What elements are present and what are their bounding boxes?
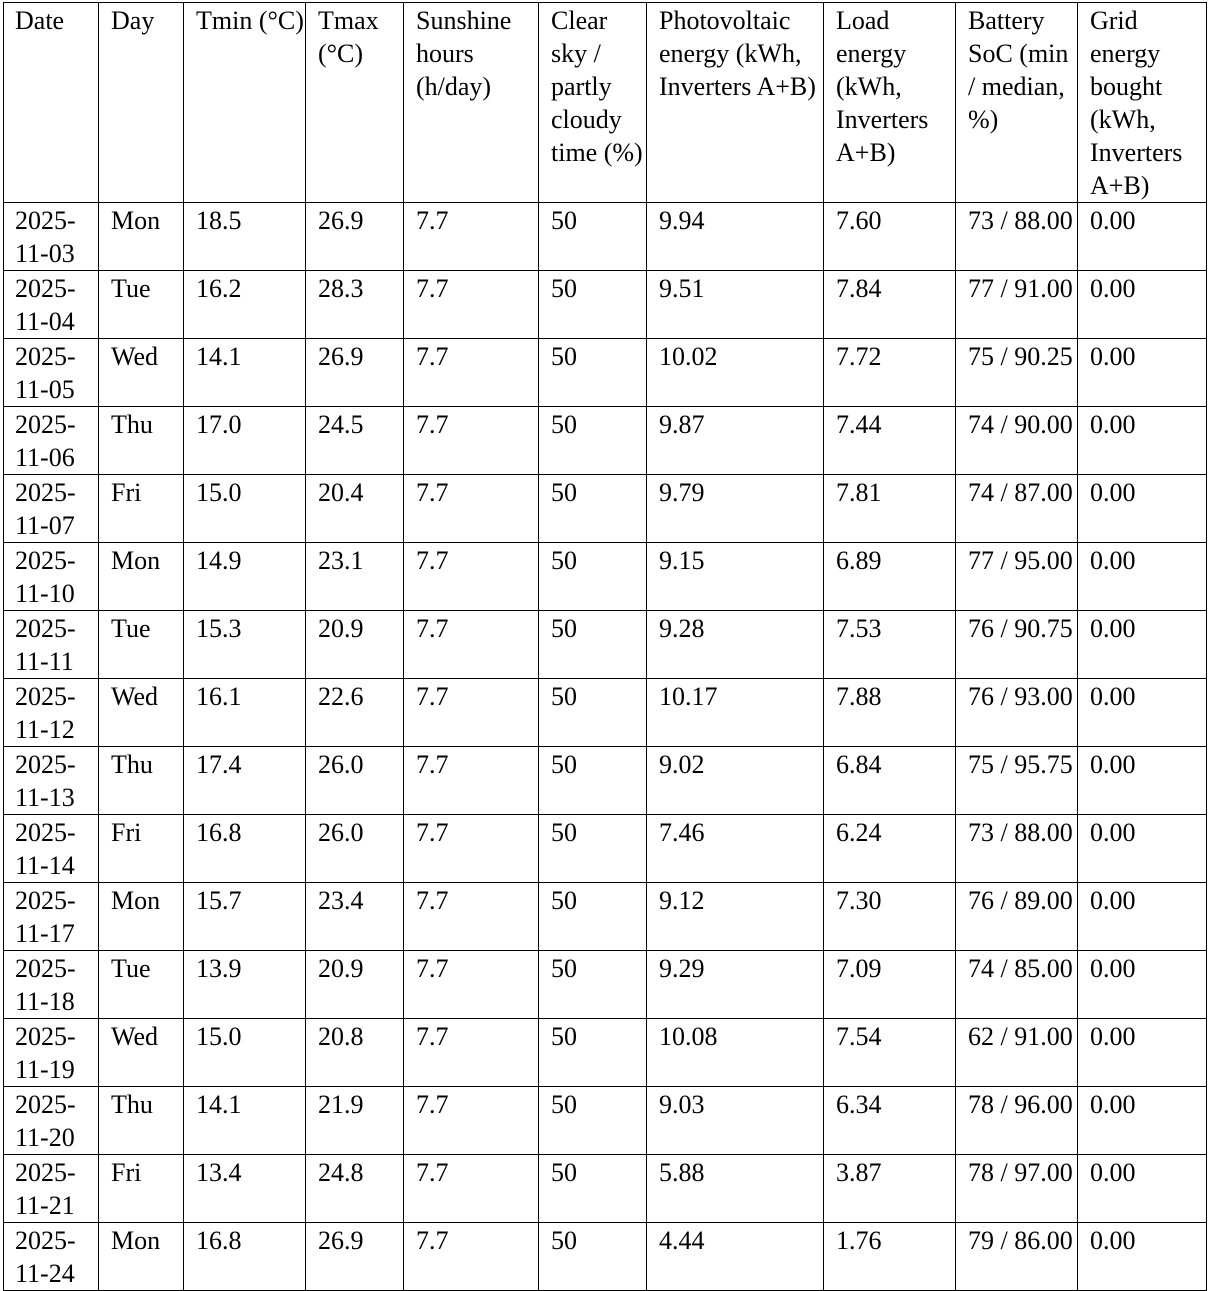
cell-grid-energy-bought: 0.00: [1078, 1223, 1207, 1291]
cell-load-energy: 6.89: [824, 543, 956, 611]
cell-date: 2025-11-17: [4, 883, 99, 951]
cell-tmax: 26.0: [306, 747, 404, 815]
table-row: [4, 951, 1207, 1019]
cell-battery-soc: 74 / 90.00: [956, 407, 1078, 475]
cell-clear-sky: 50: [539, 951, 647, 1019]
cell-tmin: 15.7: [184, 883, 306, 951]
cell-sunshine-hours: 7.7: [404, 679, 539, 747]
cell-tmin: 17.4: [184, 747, 306, 815]
cell-photovoltaic-energy: 9.79: [647, 475, 824, 543]
cell-clear-sky: 50: [539, 1019, 647, 1087]
cell-tmin: 15.0: [184, 1019, 306, 1087]
column-header-sunshine-hours: Sunshine hours (h/day): [404, 3, 539, 203]
cell-date: 2025-11-20: [4, 1087, 99, 1155]
cell-battery-soc: 76 / 89.00: [956, 883, 1078, 951]
table-row: [4, 747, 1207, 815]
cell-sunshine-hours: 7.7: [404, 1019, 539, 1087]
cell-load-energy: 1.76: [824, 1223, 956, 1291]
cell-photovoltaic-energy: 9.51: [647, 271, 824, 339]
cell-grid-energy-bought: 0.00: [1078, 271, 1207, 339]
cell-day: Wed: [99, 679, 184, 747]
cell-tmin: 14.1: [184, 1087, 306, 1155]
cell-day: Thu: [99, 747, 184, 815]
cell-battery-soc: 75 / 95.75: [956, 747, 1078, 815]
column-header-day: Day: [99, 3, 184, 203]
cell-tmax: 26.9: [306, 339, 404, 407]
cell-battery-soc: 76 / 93.00: [956, 679, 1078, 747]
cell-load-energy: 6.34: [824, 1087, 956, 1155]
cell-day: Mon: [99, 883, 184, 951]
cell-grid-energy-bought: 0.00: [1078, 815, 1207, 883]
cell-load-energy: 6.84: [824, 747, 956, 815]
cell-sunshine-hours: 7.7: [404, 815, 539, 883]
cell-date: 2025-11-03: [4, 203, 99, 271]
cell-tmax: 24.8: [306, 1155, 404, 1223]
cell-tmax: 23.1: [306, 543, 404, 611]
cell-load-energy: 7.54: [824, 1019, 956, 1087]
cell-tmin: 15.3: [184, 611, 306, 679]
cell-battery-soc: 73 / 88.00: [956, 815, 1078, 883]
cell-photovoltaic-energy: 5.88: [647, 1155, 824, 1223]
cell-tmax: 20.9: [306, 951, 404, 1019]
cell-battery-soc: 74 / 87.00: [956, 475, 1078, 543]
cell-tmax: 23.4: [306, 883, 404, 951]
cell-load-energy: 7.88: [824, 679, 956, 747]
cell-battery-soc: 77 / 95.00: [956, 543, 1078, 611]
cell-sunshine-hours: 7.7: [404, 407, 539, 475]
cell-load-energy: 7.44: [824, 407, 956, 475]
cell-date: 2025-11-21: [4, 1155, 99, 1223]
cell-day: Tue: [99, 611, 184, 679]
cell-photovoltaic-energy: 9.02: [647, 747, 824, 815]
cell-load-energy: 7.84: [824, 271, 956, 339]
cell-tmax: 20.4: [306, 475, 404, 543]
cell-sunshine-hours: 7.7: [404, 1223, 539, 1291]
header-row: [4, 3, 1207, 203]
cell-clear-sky: 50: [539, 815, 647, 883]
column-header-load-energy: Load energy (kWh, Inverters A+B): [824, 3, 956, 203]
column-header-clear-sky: Clear sky / partly cloudy time (%): [539, 3, 647, 203]
cell-photovoltaic-energy: 10.02: [647, 339, 824, 407]
table-row: [4, 407, 1207, 475]
cell-photovoltaic-energy: 9.03: [647, 1087, 824, 1155]
cell-tmax: 20.9: [306, 611, 404, 679]
cell-tmin: 16.8: [184, 815, 306, 883]
table-row: [4, 1019, 1207, 1087]
cell-sunshine-hours: 7.7: [404, 883, 539, 951]
cell-load-energy: 7.72: [824, 339, 956, 407]
cell-grid-energy-bought: 0.00: [1078, 203, 1207, 271]
cell-day: Fri: [99, 475, 184, 543]
cell-battery-soc: 74 / 85.00: [956, 951, 1078, 1019]
cell-clear-sky: 50: [539, 271, 647, 339]
cell-photovoltaic-energy: 10.08: [647, 1019, 824, 1087]
cell-clear-sky: 50: [539, 543, 647, 611]
cell-photovoltaic-energy: 4.44: [647, 1223, 824, 1291]
table-row: [4, 815, 1207, 883]
table-row: [4, 1223, 1207, 1291]
solar-energy-table: [3, 2, 1207, 1291]
cell-date: 2025-11-24: [4, 1223, 99, 1291]
cell-tmax: 26.0: [306, 815, 404, 883]
cell-clear-sky: 50: [539, 747, 647, 815]
cell-clear-sky: 50: [539, 611, 647, 679]
table-row: [4, 271, 1207, 339]
cell-sunshine-hours: 7.7: [404, 203, 539, 271]
cell-tmax: 26.9: [306, 1223, 404, 1291]
cell-clear-sky: 50: [539, 339, 647, 407]
cell-battery-soc: 78 / 97.00: [956, 1155, 1078, 1223]
cell-grid-energy-bought: 0.00: [1078, 407, 1207, 475]
cell-day: Tue: [99, 951, 184, 1019]
cell-tmin: 17.0: [184, 407, 306, 475]
cell-battery-soc: 76 / 90.75: [956, 611, 1078, 679]
cell-grid-energy-bought: 0.00: [1078, 543, 1207, 611]
cell-sunshine-hours: 7.7: [404, 951, 539, 1019]
cell-date: 2025-11-12: [4, 679, 99, 747]
cell-grid-energy-bought: 0.00: [1078, 1087, 1207, 1155]
table-body: [4, 203, 1207, 1291]
table-row: [4, 1155, 1207, 1223]
cell-grid-energy-bought: 0.00: [1078, 747, 1207, 815]
cell-date: 2025-11-04: [4, 271, 99, 339]
cell-load-energy: 7.81: [824, 475, 956, 543]
table-row: [4, 611, 1207, 679]
cell-battery-soc: 79 / 86.00: [956, 1223, 1078, 1291]
cell-tmax: 28.3: [306, 271, 404, 339]
cell-grid-energy-bought: 0.00: [1078, 883, 1207, 951]
table-row: [4, 679, 1207, 747]
column-header-date: Date: [4, 3, 99, 203]
cell-photovoltaic-energy: 7.46: [647, 815, 824, 883]
cell-load-energy: 7.60: [824, 203, 956, 271]
cell-photovoltaic-energy: 9.87: [647, 407, 824, 475]
cell-photovoltaic-energy: 9.94: [647, 203, 824, 271]
cell-tmin: 16.1: [184, 679, 306, 747]
cell-battery-soc: 75 / 90.25: [956, 339, 1078, 407]
cell-tmin: 13.4: [184, 1155, 306, 1223]
cell-sunshine-hours: 7.7: [404, 543, 539, 611]
cell-tmax: 21.9: [306, 1087, 404, 1155]
cell-day: Wed: [99, 1019, 184, 1087]
cell-grid-energy-bought: 0.00: [1078, 339, 1207, 407]
cell-sunshine-hours: 7.7: [404, 271, 539, 339]
column-header-grid-energy-bought: Grid energy bought (kWh, Inverters A+B): [1078, 3, 1207, 203]
cell-sunshine-hours: 7.7: [404, 1087, 539, 1155]
cell-clear-sky: 50: [539, 883, 647, 951]
cell-day: Fri: [99, 1155, 184, 1223]
cell-day: Wed: [99, 339, 184, 407]
cell-photovoltaic-energy: 10.17: [647, 679, 824, 747]
column-header-photovoltaic-energy: Photovoltaic energy (kWh, Inverters A+B): [647, 3, 824, 203]
cell-date: 2025-11-05: [4, 339, 99, 407]
cell-battery-soc: 77 / 91.00: [956, 271, 1078, 339]
cell-load-energy: 7.30: [824, 883, 956, 951]
cell-battery-soc: 73 / 88.00: [956, 203, 1078, 271]
cell-tmin: 14.1: [184, 339, 306, 407]
cell-tmax: 22.6: [306, 679, 404, 747]
cell-date: 2025-11-11: [4, 611, 99, 679]
cell-tmin: 16.2: [184, 271, 306, 339]
table-row: [4, 203, 1207, 271]
cell-date: 2025-11-19: [4, 1019, 99, 1087]
cell-photovoltaic-energy: 9.15: [647, 543, 824, 611]
cell-tmax: 26.9: [306, 203, 404, 271]
cell-sunshine-hours: 7.7: [404, 475, 539, 543]
cell-grid-energy-bought: 0.00: [1078, 611, 1207, 679]
cell-date: 2025-11-14: [4, 815, 99, 883]
column-header-battery-soc: Battery SoC (min / median, %): [956, 3, 1078, 203]
cell-grid-energy-bought: 0.00: [1078, 1155, 1207, 1223]
cell-load-energy: 6.24: [824, 815, 956, 883]
cell-date: 2025-11-13: [4, 747, 99, 815]
cell-grid-energy-bought: 0.00: [1078, 475, 1207, 543]
table-row: [4, 339, 1207, 407]
cell-day: Thu: [99, 1087, 184, 1155]
cell-date: 2025-11-10: [4, 543, 99, 611]
cell-date: 2025-11-07: [4, 475, 99, 543]
cell-load-energy: 7.09: [824, 951, 956, 1019]
cell-clear-sky: 50: [539, 1087, 647, 1155]
cell-battery-soc: 62 / 91.00: [956, 1019, 1078, 1087]
cell-clear-sky: 50: [539, 1223, 647, 1291]
column-header-tmin: Tmin (°C): [184, 3, 306, 203]
cell-grid-energy-bought: 0.00: [1078, 951, 1207, 1019]
cell-load-energy: 3.87: [824, 1155, 956, 1223]
cell-clear-sky: 50: [539, 475, 647, 543]
cell-tmin: 16.8: [184, 1223, 306, 1291]
cell-load-energy: 7.53: [824, 611, 956, 679]
cell-day: Thu: [99, 407, 184, 475]
cell-clear-sky: 50: [539, 1155, 647, 1223]
table-row: [4, 475, 1207, 543]
cell-date: 2025-11-06: [4, 407, 99, 475]
table-row: [4, 1087, 1207, 1155]
cell-sunshine-hours: 7.7: [404, 747, 539, 815]
cell-tmin: 14.9: [184, 543, 306, 611]
cell-date: 2025-11-18: [4, 951, 99, 1019]
cell-tmin: 18.5: [184, 203, 306, 271]
cell-day: Tue: [99, 271, 184, 339]
column-header-tmax: Tmax (°C): [306, 3, 404, 203]
cell-day: Mon: [99, 1223, 184, 1291]
cell-tmin: 15.0: [184, 475, 306, 543]
cell-clear-sky: 50: [539, 407, 647, 475]
cell-battery-soc: 78 / 96.00: [956, 1087, 1078, 1155]
cell-grid-energy-bought: 0.00: [1078, 679, 1207, 747]
cell-tmax: 24.5: [306, 407, 404, 475]
cell-sunshine-hours: 7.7: [404, 1155, 539, 1223]
table-row: [4, 543, 1207, 611]
cell-photovoltaic-energy: 9.12: [647, 883, 824, 951]
cell-day: Mon: [99, 543, 184, 611]
cell-sunshine-hours: 7.7: [404, 339, 539, 407]
cell-grid-energy-bought: 0.00: [1078, 1019, 1207, 1087]
cell-day: Mon: [99, 203, 184, 271]
cell-photovoltaic-energy: 9.28: [647, 611, 824, 679]
cell-tmax: 20.8: [306, 1019, 404, 1087]
cell-tmin: 13.9: [184, 951, 306, 1019]
cell-clear-sky: 50: [539, 679, 647, 747]
cell-day: Fri: [99, 815, 184, 883]
cell-sunshine-hours: 7.7: [404, 611, 539, 679]
cell-photovoltaic-energy: 9.29: [647, 951, 824, 1019]
cell-clear-sky: 50: [539, 203, 647, 271]
table-row: [4, 883, 1207, 951]
